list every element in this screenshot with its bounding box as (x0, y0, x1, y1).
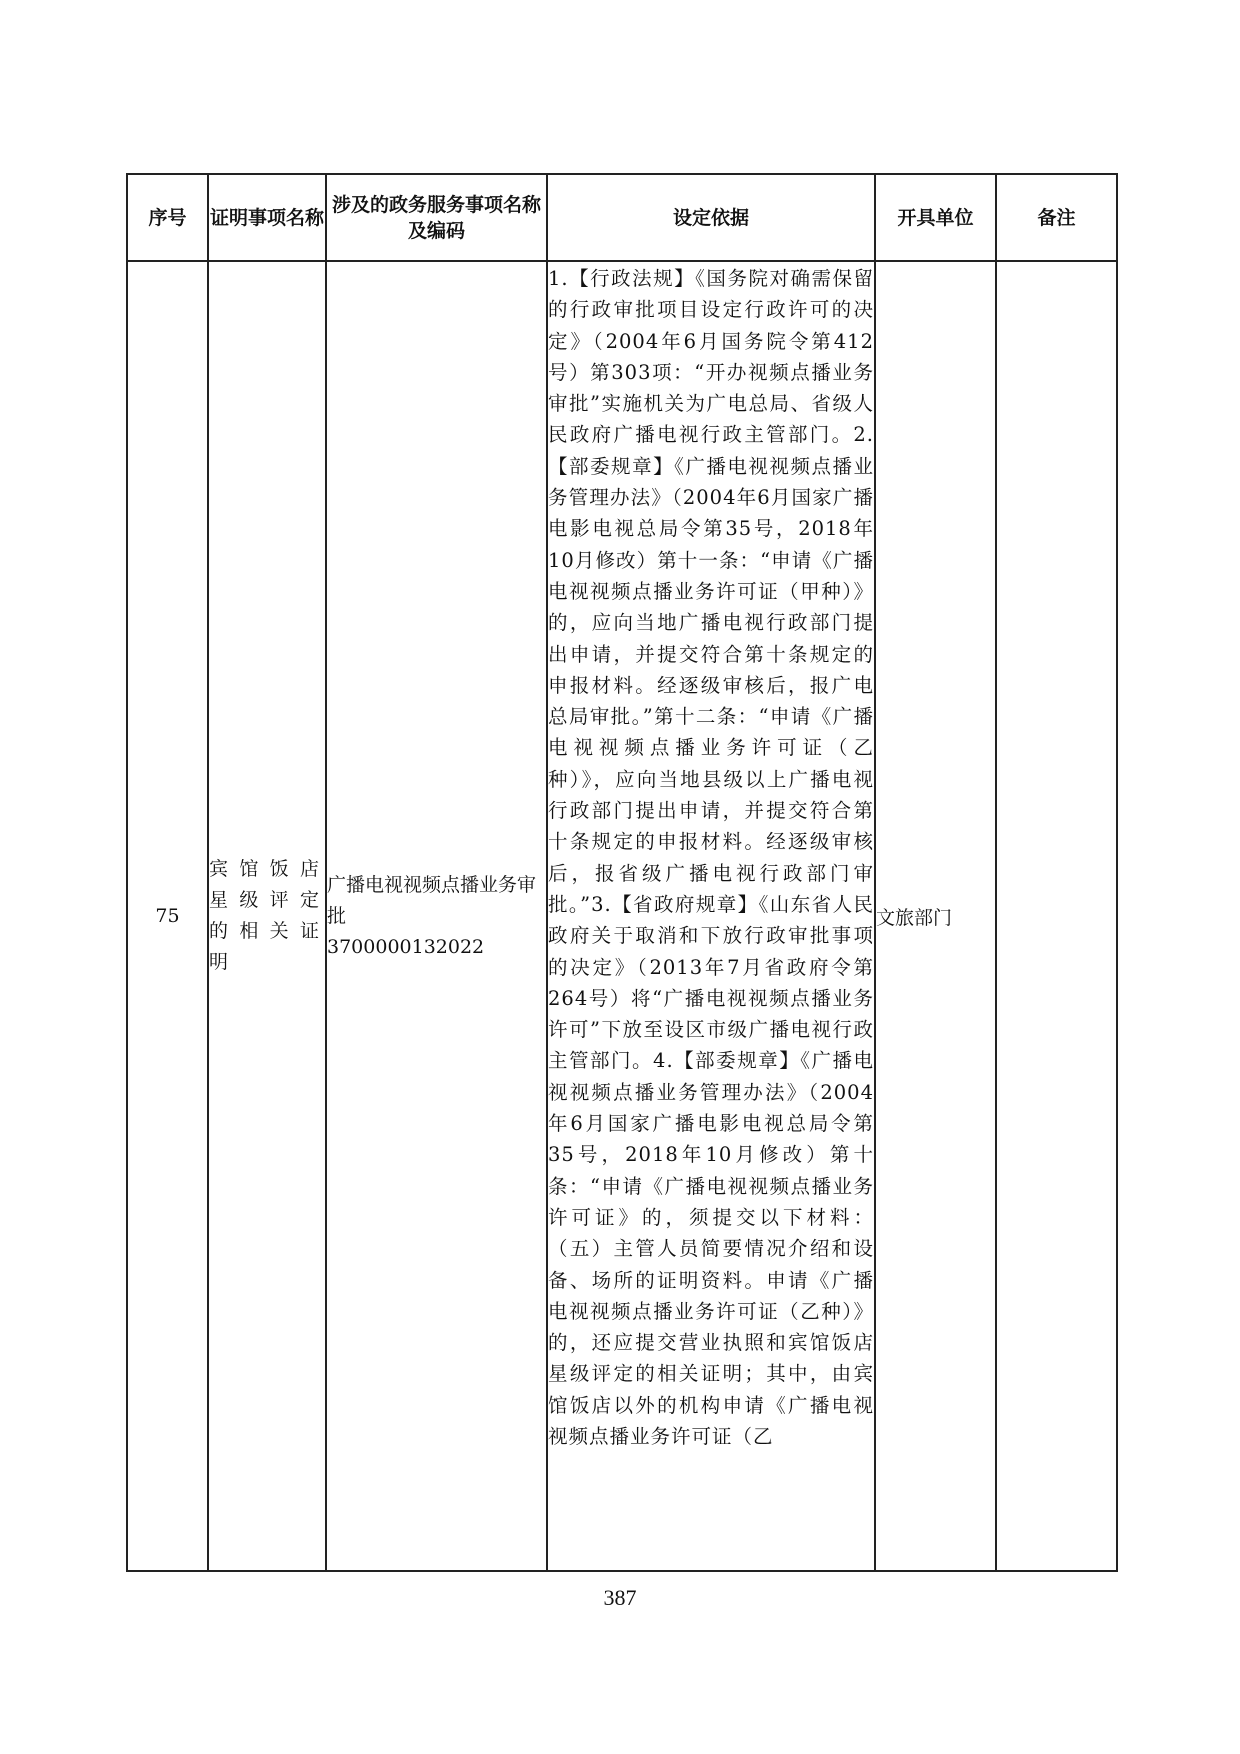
table-header-row (127, 174, 1117, 261)
header-service: 涉及的政务服务事项名称及编码 (326, 174, 547, 261)
service-name: 广播电视视频点播业务审批 (327, 873, 537, 927)
cell-basis (547, 261, 875, 1571)
cell-remark (996, 261, 1117, 1571)
header-remark: 备注 (996, 174, 1117, 261)
basis-text: 1.【行政法规】《国务院对确需保留的行政审批项目设定行政许可的决定》（2004年6月国务院令第412号）第303项：“开办视频点播业务审批”实施机关为广电总局、省级人民政府广播电视行政主管部门。2.【部委规章】《广播电视视频点播业务管理办法》（2004年6月国家广播电影电视总局令第35号，2018年10月修改）第十一条：“申请《广播电视视频点播业务许可证（甲种）》的，应向当地广播电视行政部门提出申请，并提交符合第十条规定的申报材料。经逐级审核后，报广电总局审批。”第十二条：“申请《广播电视视频点播业务许可证（乙种）》，应向当地县级以上广播电视行政部门提出申请，并提交符合第十条规定的申报材料。经逐级审核后，报省级广播电视行政部门审批。”3.【省政府规章】《山东省人民政府关于取消和下放行政审批事项的决定》（2013年7月省政府令第264号）将“广播电视视频点播业务许可”下放至设区市级广播电视行政主管部门。4.【部委规章】《广播电视视频点播业务管理办法》（2004年6月国家广播电影电视总局令第35号，2018年10月修改）第十条：“申请《广播电视视频点播业务许可证》的，须提交以下材料：（五）主管人员简要情况介绍和设备、场所的证明资料。申请《广播电视视频点播业务许可证（乙种）》的，还应提交营业执照和宾馆饭店星级评定的相关证明；其中，由宾馆饭店以外的机构申请《广播电视视频点播业务许可证（乙 (548, 267, 874, 1448)
cell-service (326, 261, 547, 1571)
table-row (127, 261, 1117, 1571)
header-item: 证明事项名称 (208, 174, 326, 261)
cell-seq: 75 (127, 261, 208, 1571)
header-basis: 设定依据 (547, 174, 875, 261)
service-code: 3700000132022 (327, 935, 485, 958)
cell-issuer: 文旅部门 (875, 261, 996, 1571)
cell-item: 宾馆饭店星级评定的相关证明 (208, 261, 326, 1571)
certification-table (126, 173, 1118, 1572)
header-issuer: 开具单位 (875, 174, 996, 261)
header-seq: 序号 (127, 174, 208, 261)
page-number: 387 (603, 1585, 637, 1610)
